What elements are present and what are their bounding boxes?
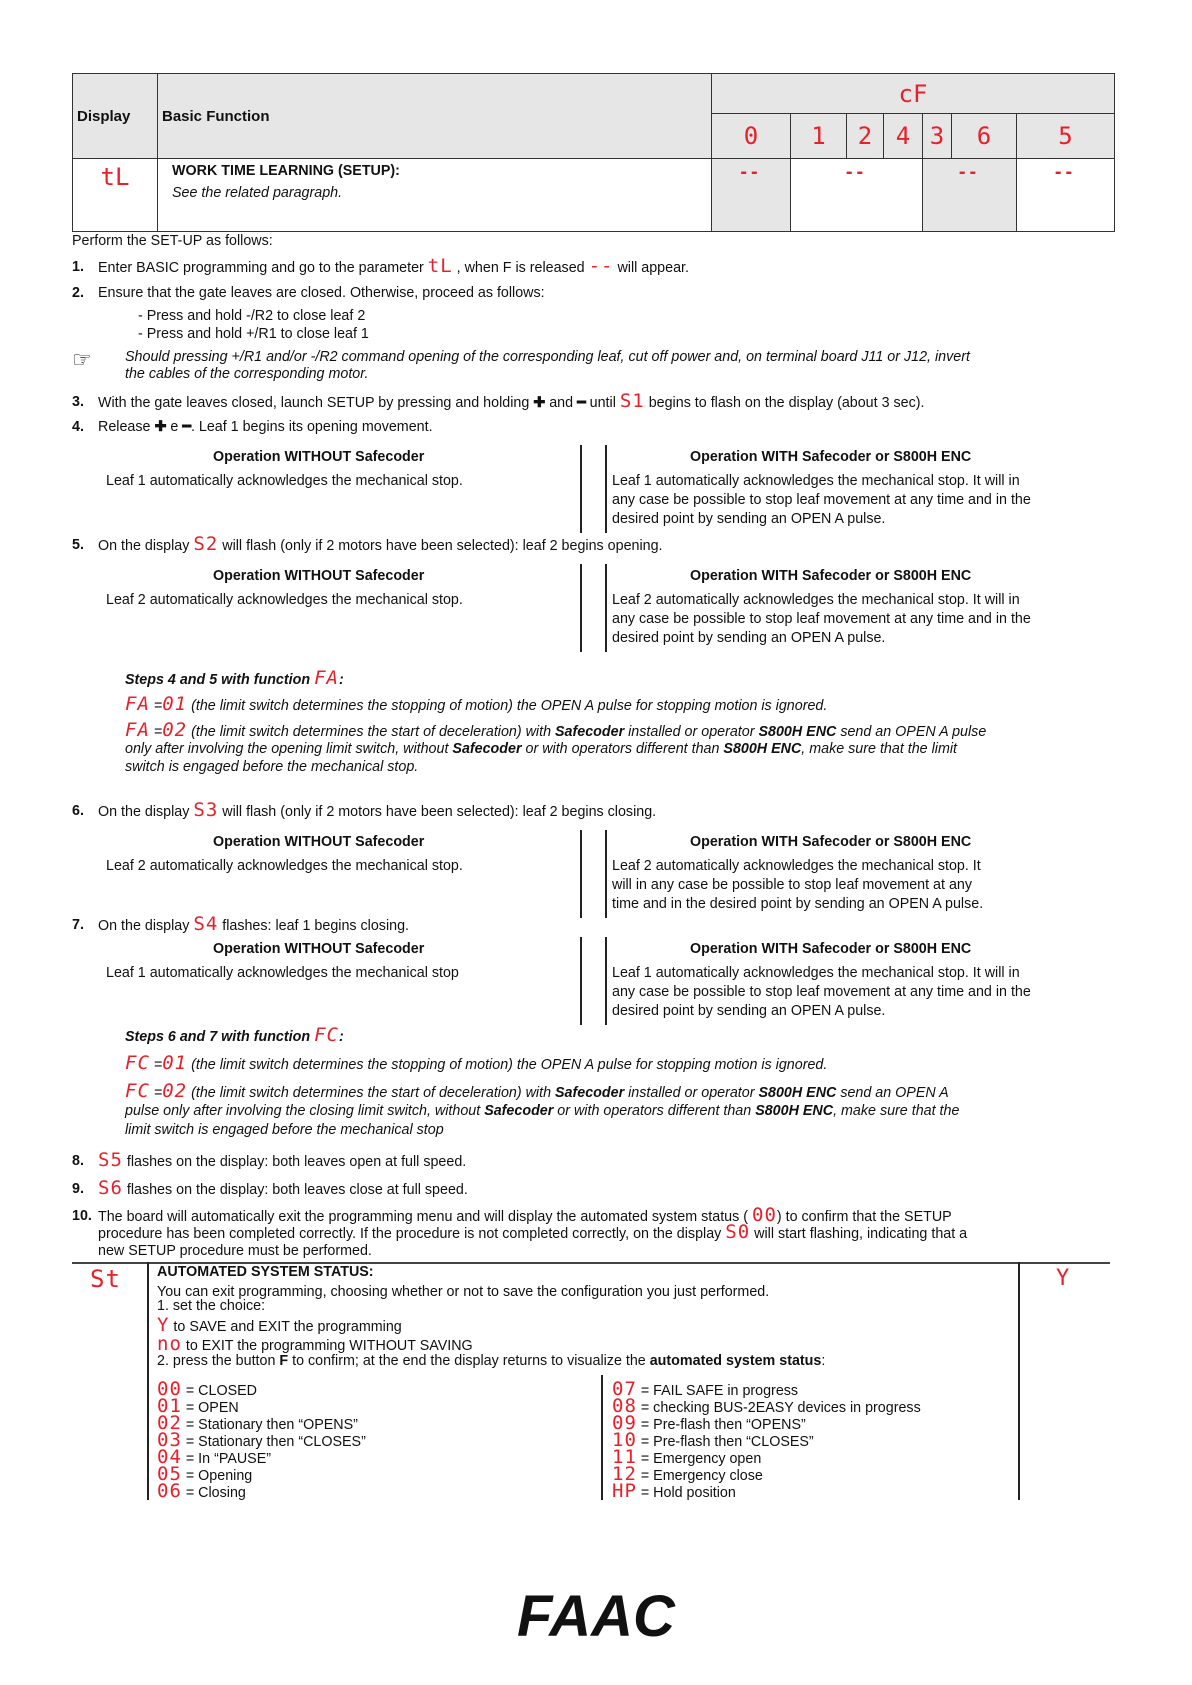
text: only after involving the opening limit switch, without [125, 741, 453, 757]
display-code: S5 [98, 1149, 123, 1171]
cf-value: 2 [847, 114, 884, 159]
text: installed or operator [624, 1085, 759, 1101]
without-safecoder-text: Leaf 1 automatically acknowledges the mechanical stop. [106, 473, 463, 489]
text: will flash (only if 2 motors have been selected): leaf 2 begins closing. [218, 804, 657, 820]
bold-text: ━ [182, 419, 191, 435]
step-number: 5. [72, 537, 84, 553]
step-number: 3. [72, 394, 84, 410]
text: e [166, 419, 183, 435]
with-safecoder-text: will in any case be possible to stop leaf movement at any [612, 877, 972, 893]
status-line [157, 1333, 473, 1355]
text: to confirm; at the end the display returns to visualize the [288, 1353, 650, 1369]
text: = Stationary then “CLOSES” [181, 1434, 366, 1450]
status-title: AUTOMATED SYSTEM STATUS: [157, 1264, 374, 1280]
display-code: 03 [157, 1429, 182, 1451]
status-item [157, 1429, 366, 1451]
text: = Opening [181, 1468, 253, 1484]
display-code: S1 [619, 390, 645, 412]
display-code: 11 [612, 1446, 637, 1468]
text: to SAVE and EXIT the programming [169, 1319, 402, 1335]
with-safecoder-text: any case be possible to stop leaf movement at any time and in the [612, 984, 1031, 1000]
with-safecoder-text: desired point by sending an OPEN A pulse. [612, 1003, 886, 1019]
text: You can exit programming, choosing whether or not to save the configuration you just performed. [157, 1284, 770, 1300]
fa-line [125, 759, 418, 775]
display-code: S3 [193, 799, 219, 821]
divider [605, 564, 607, 652]
text: flashes on the display: both leaves open at full speed. [122, 1154, 467, 1170]
bold-text: : [338, 1029, 344, 1045]
fc-line [125, 1080, 949, 1102]
text: = [149, 724, 163, 740]
text: = checking BUS-2EASY devices in progress [636, 1400, 921, 1416]
cf-value: 3 [923, 114, 952, 159]
step-text [98, 285, 545, 301]
bold-text: Safecoder [555, 1085, 625, 1101]
text: = OPEN [181, 1400, 239, 1416]
status-default: Y [1056, 1266, 1071, 1291]
display-code: FC [125, 1052, 150, 1074]
display-code: S4 [193, 913, 219, 935]
intro: Perform the SET-UP as follows: [72, 233, 273, 249]
display-code: S2 [193, 533, 219, 555]
text: = [149, 698, 163, 714]
fc-title [125, 1024, 344, 1046]
bold-text: Safecoder [452, 741, 522, 757]
step-number: 1. [72, 259, 84, 275]
cf-dash: -- [712, 159, 791, 232]
divider [605, 445, 607, 533]
display-code: 05 [157, 1463, 182, 1485]
divider [580, 830, 582, 918]
text: ) to confirm that the SETUP [776, 1209, 952, 1225]
display-code: Y [157, 1314, 170, 1336]
cf-value: 6 [952, 114, 1017, 159]
status-item [612, 1378, 799, 1400]
text: = Pre-flash then “CLOSES” [636, 1434, 814, 1450]
without-safecoder-heading: Operation WITHOUT Safecoder [213, 941, 425, 957]
cf-dash: -- [923, 159, 1017, 232]
step-text [98, 913, 410, 935]
step-number: 8. [72, 1153, 84, 1169]
faac-logo [496, 1588, 696, 1642]
text: The board will automatically exit the programming menu and will display the automated system status ( [98, 1209, 752, 1225]
cf-value: 4 [884, 114, 923, 159]
text: or with operators different than [553, 1103, 756, 1119]
with-safecoder-heading: Operation WITH Safecoder or S800H ENC [690, 834, 972, 850]
text: to EXIT the programming WITHOUT SAVING [181, 1338, 473, 1354]
text: (the limit switch determines the stopping of motion) the OPEN A pulse for stopping motion is ignored. [187, 698, 828, 714]
with-safecoder-heading: Operation WITH Safecoder or S800H ENC [690, 941, 972, 957]
status-item [612, 1412, 806, 1434]
with-safecoder-text: any case be possible to stop leaf movement at any time and in the [612, 611, 1031, 627]
text: send an OPEN A [836, 1085, 949, 1101]
with-safecoder-text: time and in the desired point by sending an OPEN A pulse. [612, 896, 984, 912]
text: will flash (only if 2 motors have been selected): leaf 2 begins opening. [218, 538, 663, 554]
text: flashes: leaf 1 begins closing. [218, 918, 410, 934]
display-code: 09 [612, 1412, 637, 1434]
bold-text: Steps 4 and 5 with function [125, 672, 315, 688]
step-2-sub: - Press and hold +/R1 to close leaf 1 [138, 326, 369, 342]
step-text [98, 1204, 952, 1226]
text: will appear. [613, 260, 689, 276]
display-code: -- [588, 255, 614, 277]
status-item [612, 1480, 736, 1502]
fc-line [125, 1122, 444, 1138]
row-code: tL [73, 159, 158, 232]
display-code: HP [612, 1480, 637, 1502]
step-number: 6. [72, 803, 84, 819]
status-item [157, 1480, 246, 1502]
text: = [149, 1085, 163, 1101]
divider [1018, 1262, 1020, 1500]
row-desc: See the related paragraph. [172, 185, 343, 201]
text: = Emergency open [636, 1451, 762, 1467]
with-safecoder-text: Leaf 1 automatically acknowledges the mechanical stop. It will in [612, 473, 1020, 489]
divider [601, 1375, 603, 1500]
step-text [98, 419, 433, 435]
display-code: tL [427, 255, 453, 277]
text: 1. set the choice: [157, 1298, 266, 1314]
bold-text: S800H ENC [755, 1103, 834, 1119]
display-code: 02 [162, 719, 188, 741]
with-safecoder-text: Leaf 2 automatically acknowledges the mechanical stop. It [612, 858, 981, 874]
divider [605, 937, 607, 1025]
note: the cables of the corresponding motor. [125, 366, 369, 382]
text: limit switch is engaged before the mechanical stop [125, 1122, 444, 1138]
display-code: FA [125, 719, 150, 741]
step-number: 10. [72, 1208, 92, 1224]
step-number: 7. [72, 917, 84, 933]
display-code: 04 [157, 1446, 182, 1468]
fa-line [125, 719, 987, 741]
display-code: 01 [162, 1052, 188, 1074]
display-header: Display [73, 74, 158, 159]
text: (the limit switch determines the start of deceleration) with [187, 1085, 556, 1101]
divider [580, 937, 582, 1025]
cf-header: cF [712, 74, 1115, 114]
display-code: 08 [612, 1395, 637, 1417]
display-code: 06 [157, 1480, 182, 1502]
cf-value: 1 [791, 114, 847, 159]
status-code: St [90, 1265, 121, 1293]
text: pulse only after involving the closing limit switch, without [125, 1103, 485, 1119]
text: = Emergency close [636, 1468, 763, 1484]
divider [580, 445, 582, 533]
text: Ensure that the gate leaves are closed. Otherwise, proceed as follows: [98, 285, 545, 301]
without-safecoder-text: Leaf 2 automatically acknowledges the mechanical stop. [106, 858, 463, 874]
function-header: Basic Function [158, 74, 712, 159]
text: until [585, 395, 620, 411]
display-code: 01 [157, 1395, 182, 1417]
bold-text: ✚ [154, 419, 167, 435]
fc-line [125, 1103, 959, 1119]
without-safecoder-heading: Operation WITHOUT Safecoder [213, 834, 425, 850]
text: On the display [98, 918, 194, 934]
row-function [158, 159, 712, 232]
text: flashes on the display: both leaves close at full speed. [122, 1182, 468, 1198]
display-code: 10 [612, 1429, 637, 1451]
text: procedure has been completed correctly. If the procedure is not completed correctly, on the display [98, 1226, 726, 1242]
text: 2. press the button [157, 1353, 280, 1369]
bold-text: Steps 6 and 7 with function [125, 1029, 315, 1045]
text: begins to flash on the display (about 3 sec). [644, 395, 925, 411]
display-code: 00 [752, 1204, 777, 1226]
fa-line [125, 693, 828, 715]
bold-text: S800H ENC [758, 724, 837, 740]
step-text [98, 390, 925, 412]
text: or with operators different than [521, 741, 724, 757]
text: Release [98, 419, 155, 435]
with-safecoder-text: Leaf 1 automatically acknowledges the mechanical stop. It will in [612, 965, 1020, 981]
step-text [98, 1221, 968, 1243]
status-line [157, 1314, 402, 1336]
divider [580, 564, 582, 652]
display-code: 01 [162, 693, 188, 715]
divider [605, 830, 607, 918]
bold-text: S800H ENC [758, 1085, 837, 1101]
step-text [98, 1177, 468, 1199]
without-safecoder-text: Leaf 1 automatically acknowledges the mechanical stop [106, 965, 459, 981]
cf-value: 5 [1017, 114, 1115, 159]
text: On the display [98, 804, 194, 820]
status-item [612, 1429, 814, 1451]
text: = Pre-flash then “OPENS” [636, 1417, 806, 1433]
text: . Leaf 1 begins its opening movement. [190, 419, 433, 435]
text: Enter BASIC programming and go to the parameter [98, 260, 428, 276]
status-item [612, 1395, 921, 1417]
text: = Hold position [636, 1485, 736, 1501]
divider [147, 1262, 149, 1500]
bold-text: S800H ENC [723, 741, 802, 757]
display-code: S6 [98, 1177, 123, 1199]
text: , make sure that the limit [801, 741, 958, 757]
without-safecoder-heading: Operation WITHOUT Safecoder [213, 568, 425, 584]
text: installed or operator [624, 724, 759, 740]
text: and [545, 395, 578, 411]
status-line [157, 1353, 825, 1369]
text: = FAIL SAFE in progress [636, 1383, 799, 1399]
pointing-hand-icon: ☞ [72, 347, 92, 372]
cf-dash: -- [1017, 159, 1115, 232]
text: : [821, 1353, 826, 1369]
text: (the limit switch determines the start of deceleration) with [187, 724, 556, 740]
step-text [98, 1243, 372, 1259]
step-number: 4. [72, 419, 84, 435]
without-safecoder-text: Leaf 2 automatically acknowledges the mechanical stop. [106, 592, 463, 608]
cf-dash: -- [791, 159, 923, 232]
text: , make sure that the [833, 1103, 960, 1119]
text: (the limit switch determines the stopping of motion) the OPEN A pulse for stopping motion is ignored. [187, 1057, 828, 1073]
row-title: WORK TIME LEARNING (SETUP): [172, 163, 400, 179]
step-text [98, 533, 663, 555]
display-code: 02 [157, 1412, 182, 1434]
display-code: FA [125, 693, 150, 715]
bold-text: Safecoder [555, 724, 625, 740]
with-safecoder-text: desired point by sending an OPEN A pulse. [612, 511, 886, 527]
text: = Stationary then “OPENS” [181, 1417, 358, 1433]
display-code: 07 [612, 1378, 637, 1400]
logo-text: FAAC [517, 1588, 675, 1642]
step-number: 9. [72, 1181, 84, 1197]
step-2-sub: - Press and hold -/R2 to close leaf 2 [138, 308, 366, 324]
display-code: S0 [725, 1221, 751, 1243]
display-code: FC [314, 1024, 339, 1046]
text: = [149, 1057, 163, 1073]
text: new SETUP procedure must be performed. [98, 1243, 372, 1259]
status-item [157, 1412, 358, 1434]
display-code: FA [314, 667, 339, 689]
display-code: FC [125, 1080, 150, 1102]
fa-line [125, 741, 957, 757]
with-safecoder-heading: Operation WITH Safecoder or S800H ENC [690, 449, 972, 465]
with-safecoder-text: desired point by sending an OPEN A pulse. [612, 630, 886, 646]
text: With the gate leaves closed, launch SETUP by pressing and holding [98, 395, 534, 411]
fc-line [125, 1052, 828, 1074]
text: switch is engaged before the mechanical stop. [125, 759, 419, 775]
text: = In “PAUSE” [181, 1451, 272, 1467]
step-text [98, 255, 689, 277]
fa-title [125, 667, 344, 689]
display-code: 12 [612, 1463, 637, 1485]
text: send an OPEN A pulse [836, 724, 987, 740]
display-code: 00 [157, 1378, 182, 1400]
with-safecoder-text: any case be possible to stop leaf movement at any time and in the [612, 492, 1031, 508]
step-text [98, 799, 657, 821]
step-number: 2. [72, 285, 84, 301]
text: On the display [98, 538, 194, 554]
bold-text: F [279, 1353, 289, 1369]
status-line [157, 1298, 265, 1314]
text: , when F is released [452, 260, 589, 276]
text: = Closing [181, 1485, 246, 1501]
with-safecoder-heading: Operation WITH Safecoder or S800H ENC [690, 568, 972, 584]
display-code: no [157, 1333, 182, 1355]
text: will start flashing, indicating that a [750, 1226, 968, 1242]
with-safecoder-text: Leaf 2 automatically acknowledges the mechanical stop. It will in [612, 592, 1020, 608]
note: Should pressing +/R1 and/or -/R2 command opening of the corresponding leaf, cut off power and, on terminal board J11 or J12, invert [125, 349, 970, 365]
step-text [98, 1149, 467, 1171]
bold-text: ━ [577, 395, 586, 411]
bold-text: automated system status [649, 1353, 822, 1369]
text: = CLOSED [181, 1383, 257, 1399]
without-safecoder-heading: Operation WITHOUT Safecoder [213, 449, 425, 465]
bold-text: ✚ [533, 395, 546, 411]
display-code: 02 [162, 1080, 188, 1102]
parameter-table [72, 73, 1115, 232]
bold-text: Safecoder [484, 1103, 554, 1119]
cf-value: 0 [712, 114, 791, 159]
bold-text: : [338, 672, 344, 688]
